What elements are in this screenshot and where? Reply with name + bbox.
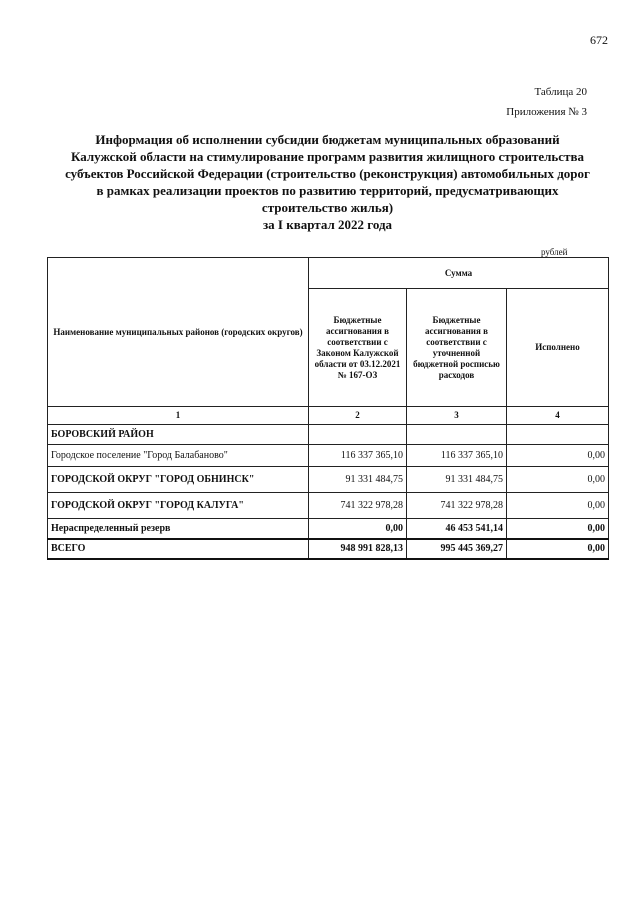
document-title xyxy=(40,131,615,233)
header-col2: Бюджетные ассигнования в соответствии с Законом Калужской области от 03.12.2021 № 167-ОЗ xyxy=(309,289,407,407)
row-col2: 91 331 484,75 xyxy=(309,467,407,493)
row-col2: 948 991 828,13 xyxy=(309,539,407,559)
row-col4: 0,00 xyxy=(507,519,609,539)
row-name: Нераспределенный резерв xyxy=(48,519,309,539)
title-line: субъектов Российской Федерации (строительство (реконструкция) автомобильных дорог xyxy=(65,166,590,181)
header-num-1: 1 xyxy=(48,407,309,425)
total-row xyxy=(48,539,609,559)
table-row xyxy=(48,467,609,493)
subsidy-table xyxy=(47,257,609,560)
row-name: Городское поселение "Город Балабаново" xyxy=(48,445,309,467)
row-name: ГОРОДСКОЙ ОКРУГ "ГОРОД ОБНИНСК" xyxy=(48,467,309,493)
row-col4 xyxy=(507,425,609,445)
page-number: 672 xyxy=(590,33,608,47)
title-line: строительство жилья) xyxy=(261,200,394,215)
row-col4: 0,00 xyxy=(507,445,609,467)
header-sum-group: Сумма xyxy=(309,258,609,289)
row-name: ГОРОДСКОЙ ОКРУГ "ГОРОД КАЛУГА" xyxy=(48,493,309,519)
row-name: БОРОВСКИЙ РАЙОН xyxy=(48,425,309,445)
row-col3: 91 331 484,75 xyxy=(407,467,507,493)
units-label: рублей xyxy=(541,247,568,257)
header-col4: Исполнено xyxy=(507,289,609,407)
row-col4: 0,00 xyxy=(507,539,609,559)
title-line: за I квартал 2022 года xyxy=(262,217,393,232)
header-col3: Бюджетные ассигнования в соответствии с уточненной бюджетной росписью расходов xyxy=(407,289,507,407)
row-col2: 116 337 365,10 xyxy=(309,445,407,467)
row-col3: 741 322 978,28 xyxy=(407,493,507,519)
title-line: в рамках реализации проектов по развитию территорий, предусматривающих xyxy=(96,183,559,198)
title-line: Информация об исполнении субсидии бюджетам муниципальных образований xyxy=(95,132,560,147)
appendix-label: Приложения № 3 xyxy=(506,106,587,118)
table-row xyxy=(48,493,609,519)
header-name-col: Наименование муниципальных районов (городских округов) xyxy=(48,258,309,407)
row-col3: 46 453 541,14 xyxy=(407,519,507,539)
table-row xyxy=(48,519,609,539)
row-col4: 0,00 xyxy=(507,467,609,493)
row-col2 xyxy=(309,425,407,445)
header-num-2: 2 xyxy=(309,407,407,425)
header-num-3: 3 xyxy=(407,407,507,425)
row-col2: 0,00 xyxy=(309,519,407,539)
row-col3 xyxy=(407,425,507,445)
row-col3: 116 337 365,10 xyxy=(407,445,507,467)
title-line: Калужской области на стимулирование программ развития жилищного строительства xyxy=(71,149,584,164)
row-col4: 0,00 xyxy=(507,493,609,519)
row-col3: 995 445 369,27 xyxy=(407,539,507,559)
row-col2: 741 322 978,28 xyxy=(309,493,407,519)
table-row xyxy=(48,425,609,445)
row-name: ВСЕГО xyxy=(48,539,309,559)
table-label: Таблица 20 xyxy=(534,86,587,98)
header-num-4: 4 xyxy=(507,407,609,425)
table-row xyxy=(48,445,609,467)
